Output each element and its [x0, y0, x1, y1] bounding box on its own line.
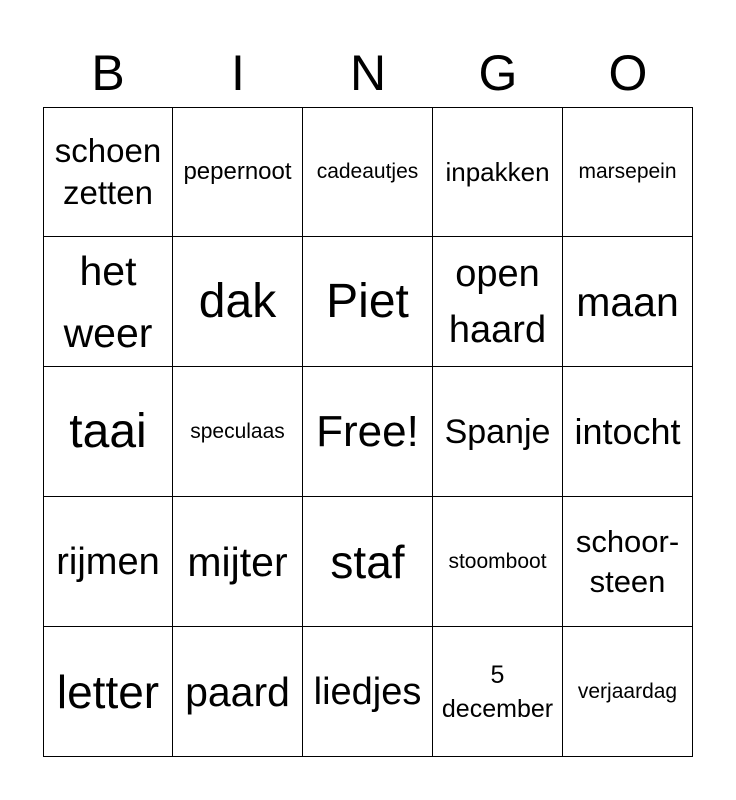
bingo-cell-text: maan	[576, 278, 679, 325]
bingo-cell[interactable]	[563, 497, 693, 627]
bingo-card-grid	[43, 107, 693, 757]
bingo-cell[interactable]	[173, 107, 303, 237]
bingo-cell[interactable]	[563, 627, 693, 757]
bingo-cell-text: schoor- steen	[575, 523, 680, 599]
bingo-cell-text: mijter	[187, 538, 288, 585]
bingo-cell[interactable]	[563, 367, 693, 497]
header-letter-o: O	[608, 45, 648, 101]
free-space-cell[interactable]	[303, 367, 433, 497]
header-letter-i: I	[231, 45, 245, 101]
bingo-cell-text: Spanje	[444, 412, 551, 451]
bingo-cell[interactable]	[563, 107, 693, 237]
bingo-cell-text: stoomboot	[448, 549, 547, 573]
bingo-cell-text: het weer	[63, 247, 153, 356]
bingo-cell-text: staf	[330, 535, 405, 588]
bingo-cell[interactable]	[303, 107, 433, 237]
bingo-cell-text: liedjes	[313, 670, 422, 713]
bingo-cell[interactable]	[173, 367, 303, 497]
bingo-cell[interactable]	[303, 627, 433, 757]
bingo-cell-text: open haard	[448, 252, 547, 351]
bingo-cell[interactable]	[43, 367, 173, 497]
bingo-cell-text: dak	[198, 274, 277, 328]
bingo-cell-text: inpakken	[445, 157, 550, 187]
bingo-cell[interactable]	[303, 237, 433, 367]
bingo-cell[interactable]	[303, 497, 433, 627]
bingo-cell-text: pepernoot	[183, 158, 292, 185]
header-letter-g: G	[478, 45, 518, 101]
bingo-cell[interactable]	[43, 497, 173, 627]
bingo-cell[interactable]	[563, 237, 693, 367]
bingo-cell[interactable]	[433, 497, 563, 627]
header-letter-b: B	[91, 45, 125, 101]
bingo-cell[interactable]	[433, 627, 563, 757]
bingo-cell[interactable]	[43, 237, 173, 367]
bingo-cell[interactable]	[173, 497, 303, 627]
bingo-cell-text: Piet	[326, 274, 409, 328]
bingo-cell[interactable]	[433, 107, 563, 237]
bingo-cell[interactable]	[433, 237, 563, 367]
bingo-cell[interactable]	[43, 627, 173, 757]
bingo-cell-text: verjaardag	[577, 679, 678, 703]
bingo-cell[interactable]	[433, 367, 563, 497]
bingo-cell[interactable]	[173, 627, 303, 757]
bingo-cell-text: cadeautjes	[316, 160, 419, 183]
bingo-cell-text: paard	[185, 668, 290, 715]
bingo-header	[43, 38, 693, 108]
bingo-cell-text: marsepein	[578, 160, 677, 183]
bingo-cell-text: 5 december	[441, 660, 554, 723]
header-letter-n: N	[349, 45, 387, 101]
bingo-cell[interactable]	[173, 237, 303, 367]
bingo-cell-text: letter	[56, 665, 160, 718]
bingo-cell-text: speculaas	[190, 419, 285, 443]
free-space-text: Free!	[316, 406, 419, 456]
bingo-cell-text: rijmen	[56, 540, 160, 583]
bingo-cell-text: taai	[69, 404, 147, 458]
bingo-cell-text: intocht	[574, 410, 681, 452]
bingo-cell-text: schoen zetten	[54, 132, 162, 211]
bingo-cell[interactable]	[43, 107, 173, 237]
